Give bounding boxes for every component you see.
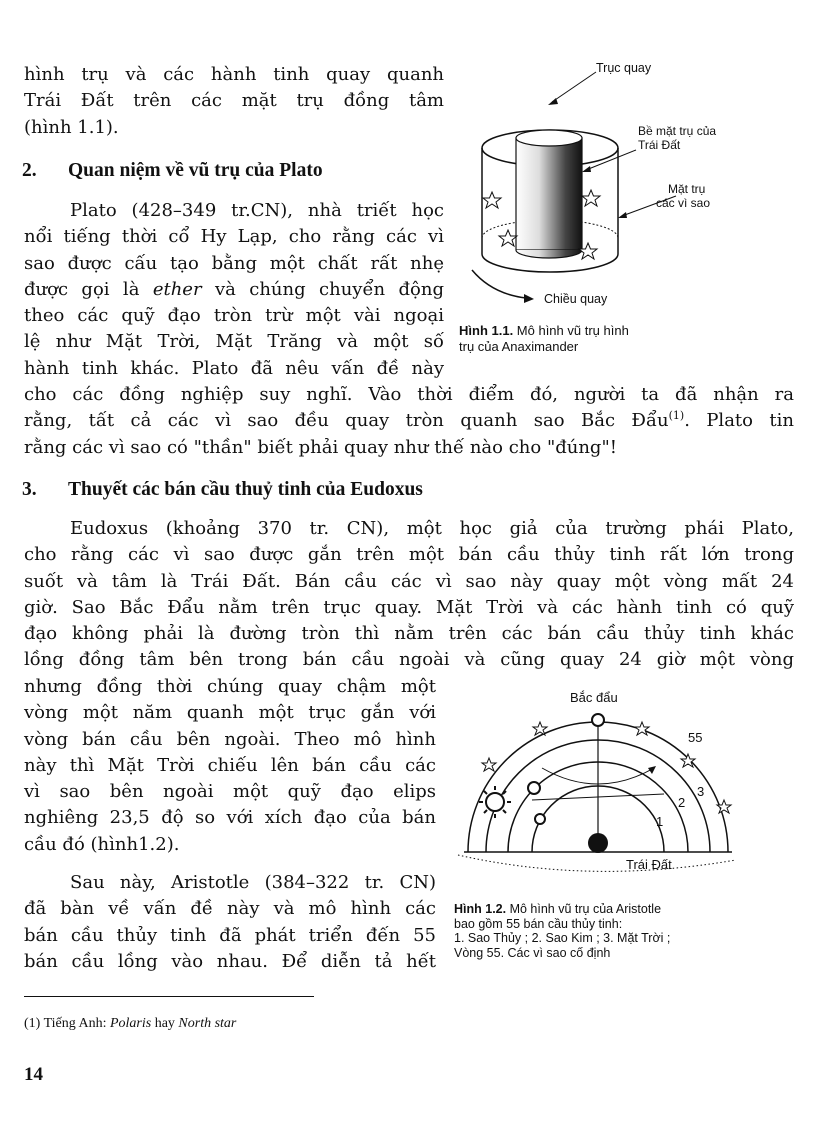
star-icon xyxy=(499,230,517,246)
earth-icon xyxy=(588,833,608,853)
star-icon xyxy=(582,190,600,206)
rotation-arrow xyxy=(472,270,534,303)
star-icon xyxy=(482,758,496,771)
arrowhead xyxy=(618,212,627,218)
intro-paragraph xyxy=(24,62,444,141)
text-line: Plato (428–349 tr.CN), nhà triết học xyxy=(70,200,444,221)
label-2: 2 xyxy=(678,795,686,810)
text-line: lồng đồng tâm bên trong bán cầu ngoài và cũng quay 24 giờ một vòng xyxy=(24,649,794,671)
text-line: cho các đồng nghiệp suy nghĩ. Vào thời điểm đó, người ta đã nhận ra xyxy=(24,384,794,405)
text-line: hình trụ và các hành tinh quay quanh xyxy=(24,64,444,85)
section-2-heading xyxy=(22,160,323,182)
leader-line xyxy=(586,150,636,170)
figure-1-1-caption xyxy=(459,323,779,354)
label-earth-surface: Bề mặt trụ của Trái Đất xyxy=(638,124,717,152)
text-line: Trái Đất trên các mặt trụ đồng tâm xyxy=(24,90,444,112)
ether-term: ether xyxy=(152,278,202,300)
footnote-text: (1) Tiếng Anh: xyxy=(24,1016,110,1031)
text-line: này thì Mặt Trời chiếu lên bán cầu các xyxy=(24,754,436,776)
mercury-icon xyxy=(535,814,545,824)
inner-cylinder xyxy=(516,130,582,258)
page-number: 14 xyxy=(24,1064,43,1085)
label-earth: Trái Đất xyxy=(626,857,672,872)
caption-text: Mô hình vũ trụ hình xyxy=(513,323,629,338)
text-line: vòng bán cầu bên ngoài. Theo mô hình xyxy=(24,728,436,750)
arrowhead xyxy=(582,166,591,172)
label-1: 1 xyxy=(656,814,664,829)
text-line: nhưng đồng thời chúng quay chậm một xyxy=(24,676,436,697)
caption-text: Vòng 55. Các vì sao cố định xyxy=(454,945,611,960)
footnote-term: North star xyxy=(178,1016,237,1031)
text-line xyxy=(24,408,794,434)
star-icon xyxy=(635,722,649,735)
text-line: vòng một năm quanh một trục gắn với xyxy=(24,702,436,724)
text-line: đạo không phải là đường tròn thì nằm trên các bán cầu thủy tinh khác xyxy=(24,623,794,645)
text-line: cho rằng các vì sao được gắn trên một bán cầu thủy tinh rất lớn trong xyxy=(24,544,794,566)
eudoxus-paragraph-narrow xyxy=(24,674,436,858)
text-line: (hình 1.1). xyxy=(24,116,119,138)
section-number: 2. xyxy=(22,160,37,181)
star-icon xyxy=(717,800,731,813)
figure-1-1-anaximander xyxy=(450,50,790,315)
footnote-rule xyxy=(24,996,314,997)
section-3-heading xyxy=(22,479,423,501)
footnote-term: Polaris xyxy=(109,1016,152,1031)
caption-prefix: Hình 1.1. xyxy=(459,323,514,338)
label-polaris: Bắc đẩu xyxy=(570,690,618,705)
figure-1-2-aristotle xyxy=(450,680,790,885)
text-fragment: rằng, tất cả các vì sao đều quay tròn quanh sao Bắc Đẩu xyxy=(24,410,669,432)
text-line: lệ như Mặt Trời, Mặt Trăng và một số xyxy=(24,331,444,353)
footnote xyxy=(24,1016,236,1032)
text-line: nổi tiếng thời cổ Hy Lạp, cho rằng các vì xyxy=(24,226,444,248)
caption-text: 1. Sao Thủy ; 2. Sao Kim ; 3. Mặt Trời ; xyxy=(454,931,671,945)
text-line xyxy=(24,277,444,303)
star-icon xyxy=(681,754,695,767)
aristotle-paragraph xyxy=(24,870,436,975)
plato-paragraph xyxy=(24,198,444,382)
label-axis: Trục quay xyxy=(596,61,652,75)
section-title: Quan niệm về vũ trụ của Plato xyxy=(68,160,323,181)
star-icon xyxy=(483,192,501,208)
caption-text: Mô hình vũ trụ của Aristotle xyxy=(506,902,662,916)
label-3: 3 xyxy=(697,784,705,799)
polaris-circle xyxy=(592,714,604,726)
text-line: cầu đó (hình1.2). xyxy=(24,833,180,855)
plato-paragraph-wide xyxy=(24,382,794,461)
label-rotation: Chiều quay xyxy=(544,292,608,306)
ground-ellipse xyxy=(458,855,736,871)
figure-1-2-caption xyxy=(454,902,794,960)
text-line: rằng các vì sao có "thần" biết phải quay như thế nào cho "đúng"! xyxy=(24,436,617,458)
text-line: đã bàn về vấn đề này và mô hình các xyxy=(24,898,436,920)
label-star-surface: Mặt trụ các vì sao xyxy=(656,182,711,210)
text-line: Eudoxus (khoảng 370 tr. CN), một học giả của trường phái Plato, xyxy=(70,518,794,539)
caption-text: trụ của Anaximander xyxy=(459,338,579,354)
text-line: vì sao bên ngoài một quỹ đạo elips xyxy=(24,781,436,803)
eudoxus-paragraph xyxy=(24,516,794,674)
text-line: hành tinh khác. Plato đã nêu vấn đề này xyxy=(24,357,444,379)
text-line: bán cầu thủy tinh đã phát triển đến 55 xyxy=(24,924,436,946)
text-line: theo các quỹ đạo tròn trừ một vài ngoại xyxy=(24,305,444,327)
label-55: 55 xyxy=(688,730,703,745)
footnote-text: hay xyxy=(151,1016,179,1031)
text-fragment: được gọi là xyxy=(24,278,153,300)
caption-prefix: Hình 1.2. xyxy=(454,902,507,916)
text-line: giờ. Sao Bắc Đẩu nằm trên trục quay. Mặt Trời và các hành tinh có quỹ xyxy=(24,596,794,618)
text-line: sao được cấu tạo bằng một chất rất nhẹ xyxy=(24,252,444,274)
section-number: 3. xyxy=(22,479,37,500)
text-line: suốt và tâm là Trái Đất. Bán cầu các vì sao này quay một vòng mất 24 xyxy=(24,570,794,592)
text-fragment: và chúng chuyển động xyxy=(201,278,444,300)
text-line: bán cầu lồng vào nhau. Để diễn tả hết xyxy=(24,950,436,972)
section-title: Thuyết các bán cầu thuỷ tinh của Eudoxus xyxy=(68,479,423,500)
venus-icon xyxy=(528,782,540,794)
text-fragment: . Plato tin xyxy=(684,410,794,432)
axis-pointer xyxy=(548,72,596,105)
text-line: Sau này, Aristotle (384–322 tr. CN) xyxy=(70,872,436,893)
arrowhead xyxy=(648,766,656,774)
text-line: nghiêng 23,5 độ so với xích đạo của bán xyxy=(24,807,436,829)
footnote-ref: (1) xyxy=(668,409,685,423)
caption-text: bao gồm 55 bán cầu thủy tinh: xyxy=(454,916,623,931)
